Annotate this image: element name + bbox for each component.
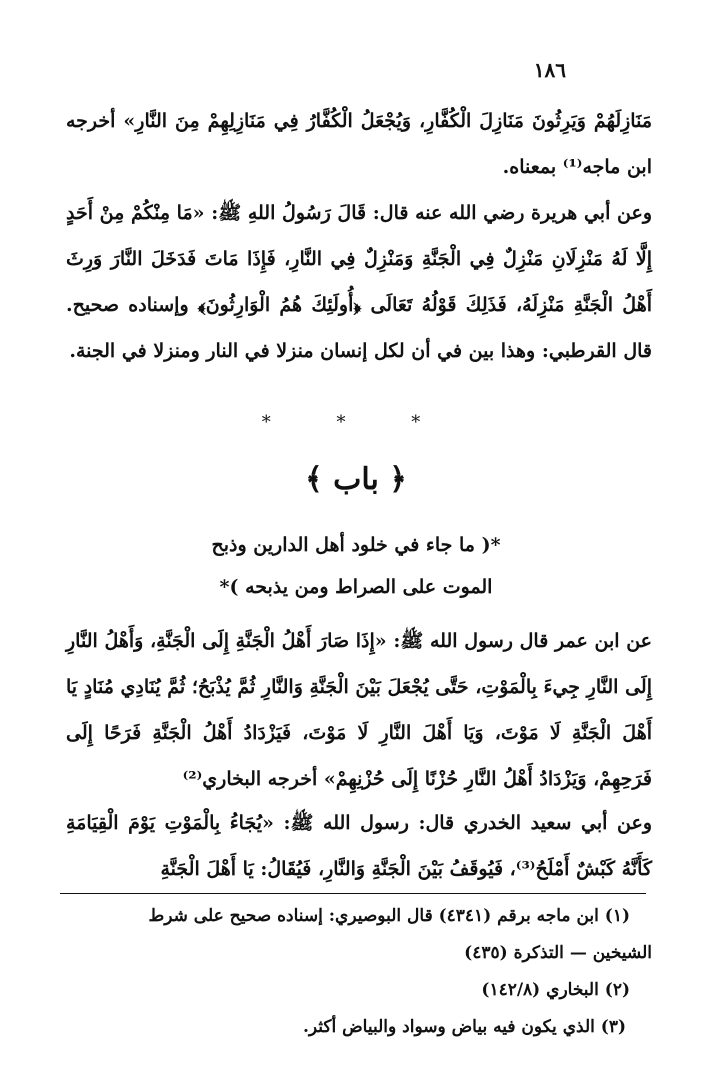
hadith-ibn-umar-paragraph [66,618,652,802]
page-number: ١٨٦ [533,58,566,82]
section-separator: * * * [261,412,451,433]
chapter-title-line-1: *( ما جاء في خلود أهل الدارين وذبح [211,534,501,556]
footnote-divider [60,893,646,894]
footnote-1-continued: الشيخين — التذكرة (٤٣٥) [464,943,652,963]
footnote-2: (٢) البخاري (١٤٢/٨) [481,980,630,1000]
chapter-title [0,524,712,608]
chapter-heading: ﴿ باب ﴾ [305,462,407,497]
intro-paragraph [66,98,652,190]
hadith-abu-said-paragraph [66,800,652,892]
hadith-ibn-umar-text: عن ابن عمر قال رسول الله ﷺ: «إِذَا صَارَ أَهْلُ الْجَنَّةِ إِلَى الْجَنَّةِ، وَأَهْلُ النَّارِ إِلَى النَّارِ جِيءَ بِالْمَوْتِ، حَتَّى يُجْعَلَ بَيْنَ الْجَنَّةِ وَالنَّارِ ثُمَّ يُذْبَحُ؛ ثُمَّ يُنَادِي مُنَادٍ يَا أَهْلَ الْجَنَّةِ لَا مَوْتَ، وَيَا أَهْلَ النَّارِ لَا مَوْتَ، فَيَزْدَادُ أَهْلُ الْجَنَّةِ فَرَحًا إِلَى فَرَحِهِمْ، وَيَزْدَادُ أَهْلُ النَّارِ حُزْنًا إِلَى حُزْنِهِمْ» أخرجه البخاري⁽²⁾ [66,630,652,790]
intro-text: مَنَازِلَهُمْ وَيَرِثُونَ مَنَازِلَ الْكُفَّارِ، وَيُجْعَلُ الْكُفَّارُ فِي مَنَازِلِهِمْ مِنَ النَّارِ» أخرجه ابن ماجه⁽¹⁾ بمعناه. [66,110,652,178]
hadith-abu-hurayra-paragraph [66,190,652,374]
footnote-1: (١) ابن ماجه برقم (٤٣٤١) قال البوصيري: إسناده صحيح على شرط [148,906,630,926]
hadith-abu-hurayra-text: وعن أبي هريرة رضي الله عنه قال: قَالَ رَسُولُ اللهِ ﷺ: «مَا مِنْكُمْ مِنْ أَحَدٍ إِلَّا لَهُ مَنْزِلَانِ مَنْزِلٌ فِي الْجَنَّةِ وَمَنْزِلٌ فِي النَّارِ، فَإِذَا مَاتَ فَدَخَلَ النَّارَ وَرِثَ أَهْلُ الْجَنَّةِ مَنْزِلَهُ، فَذَلِكَ قَوْلُهُ تَعَالَى ﴿أُولَئِكَ هُمُ الْوَارِثُونَ﴾ وإسناده صحيح. قال القرطبي: وهذا بين في أن لكل إنسان منزلا في النار ومنزلا في الجنة. [66,202,652,362]
footnotes [66,898,652,1046]
hadith-abu-said-text: وعن أبي سعيد الخدري قال: رسول الله ﷺ: «يُجَاءُ بِالْمَوْتِ يَوْمَ الْقِيَامَةِ كَأَنَّهُ كَبْشٌ أَمْلَحُ⁽³⁾، فَيُوقَفُ بَيْنَ الْجَنَّةِ وَالنَّارِ، فَيُقَالُ: يَا أَهْلَ الْجَنَّةِ [66,812,652,880]
chapter-title-line-2: الموت على الصراط ومن يذبحه )* [219,576,493,598]
footnote-3: (٣) الذي يكون فيه بياض وسواد والبياض أكثر. [302,1017,626,1037]
